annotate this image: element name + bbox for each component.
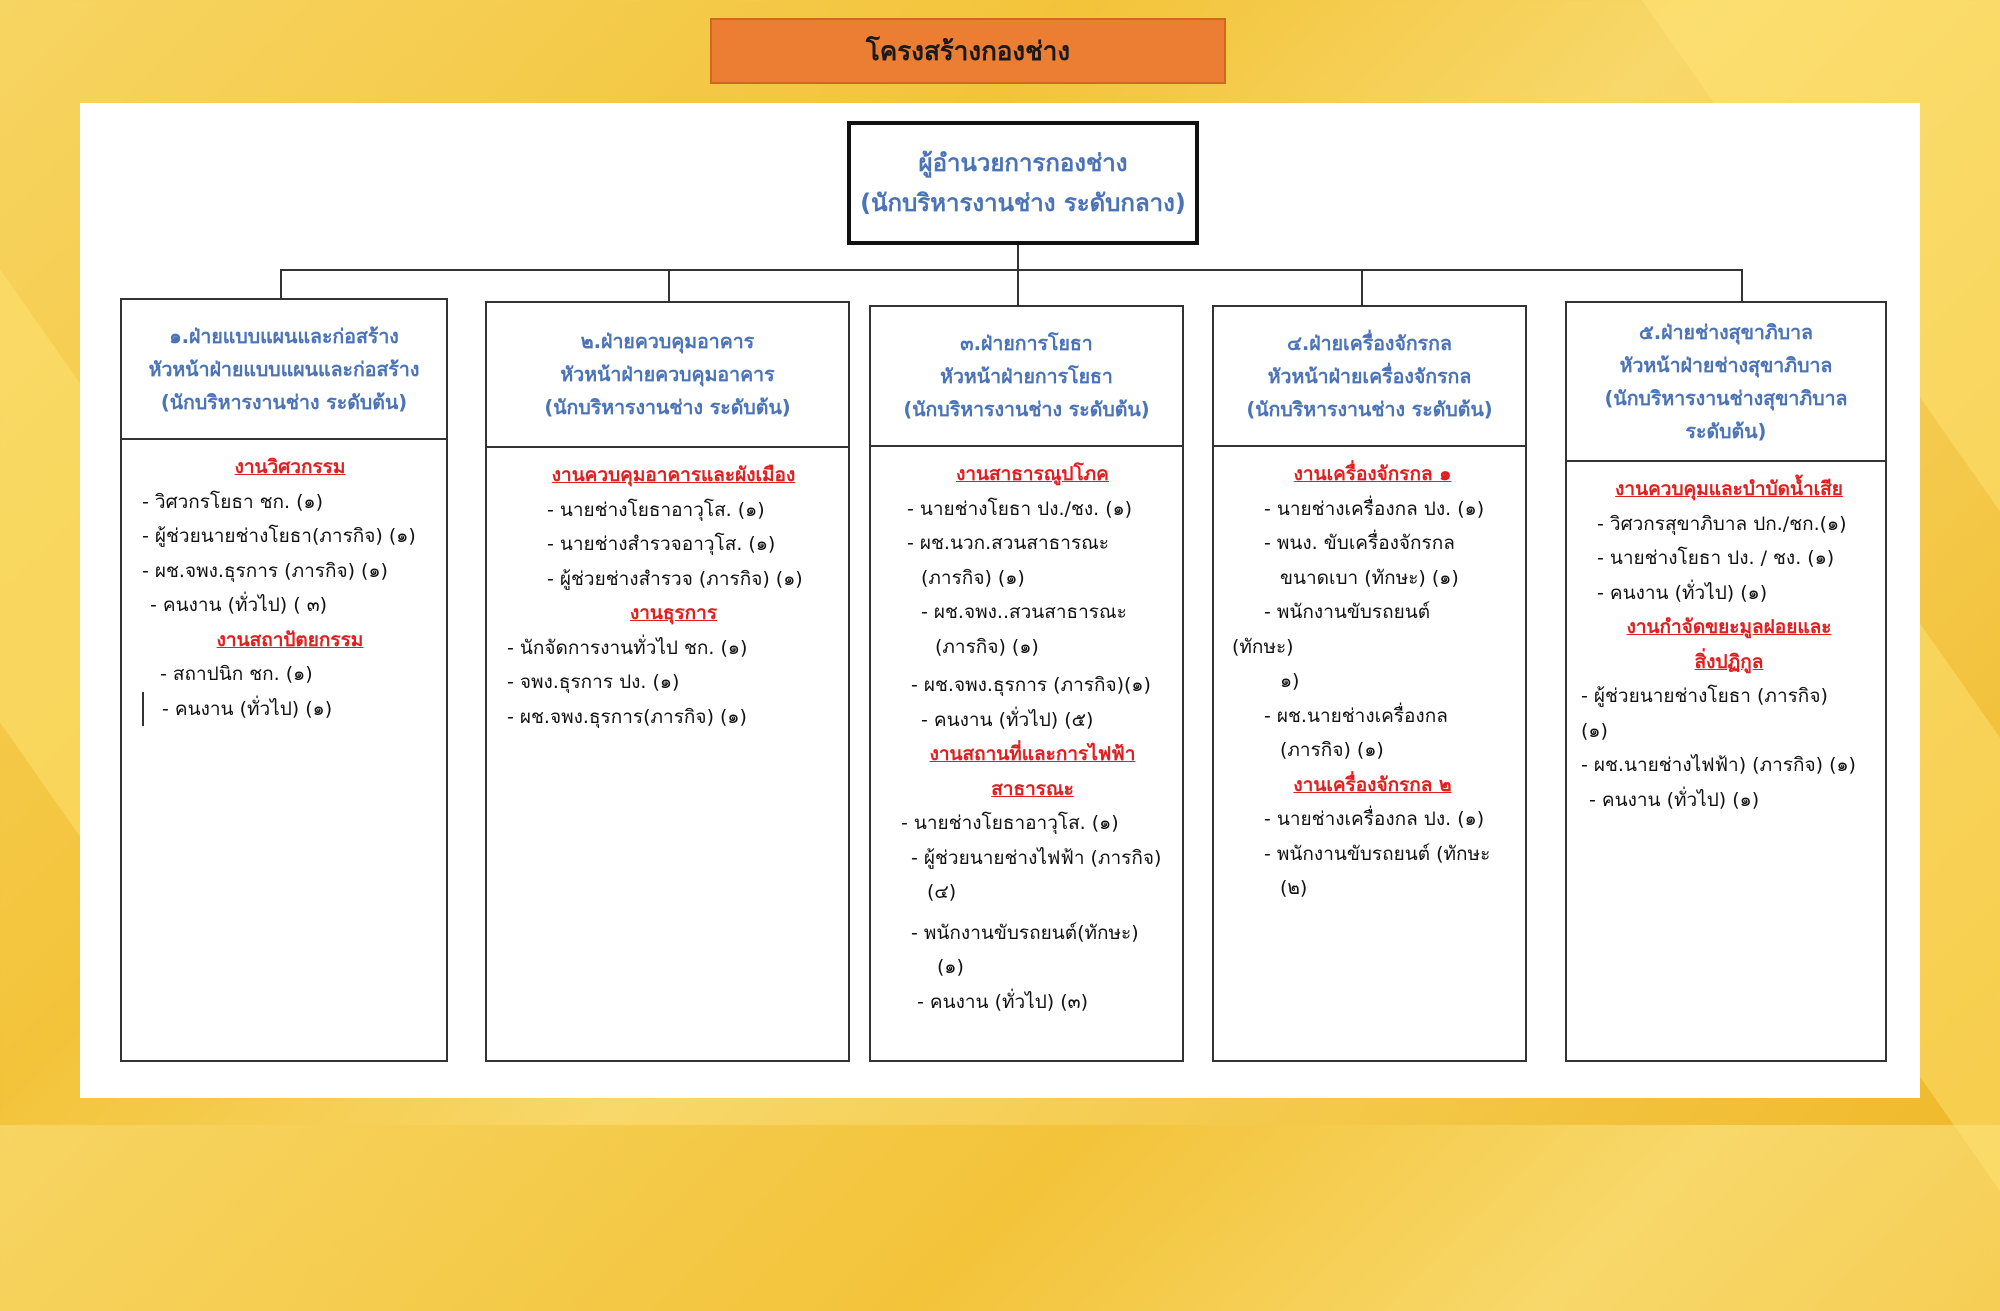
section-title: งานสาธารณูปโภค (956, 463, 1109, 485)
department-head-2: หัวหน้าฝ่ายควบคุมอาคาร (560, 363, 775, 386)
department-level-5: (นักบริหารงานช่างสุขาภิบาล ระดับต้น) (1604, 386, 1848, 443)
staff-item: - พนักงานขับรถยนต์ (ทักษะ (1264, 842, 1491, 865)
department-level-1: (นักบริหารงานช่าง ระดับต้น) (160, 390, 408, 414)
connector-dept-1 (280, 269, 282, 299)
org-chart-panel (80, 103, 1920, 1098)
staff-item: - ผช.จพง.ธุรการ (ภารกิจ) (๑) (142, 559, 388, 582)
staff-item: - นายช่างโยธาอาวุโส. (๑) (901, 812, 1119, 834)
department-body-3 (871, 447, 1182, 1019)
department-box-1 (120, 298, 448, 1062)
staff-item: - นายช่างเครื่องกล ปง. (๑) (1264, 808, 1485, 830)
staff-item: - คนงาน (ทั่วไป) (๑) (1597, 581, 1768, 604)
staff-item: - พนักงานขับรถยนต์(ทักษะ) (911, 921, 1139, 944)
section-title: งานควบคุมและบำบัดน้ำเสีย (1615, 478, 1843, 500)
staff-item: - นายช่างโยธา ปง./ชง. (๑) (907, 497, 1133, 520)
department-box-3 (869, 305, 1184, 1062)
staff-item: (๒) (1280, 877, 1308, 899)
staff-item: - ผช.จพง..สวนสาธารณะ (921, 601, 1127, 623)
staff-item: (๔) (927, 881, 957, 903)
staff-item: - ผู้ช่วยนายช่างโยธา(ภารกิจ) (๑) (142, 525, 416, 547)
staff-item: (ทักษะ) (1232, 635, 1294, 658)
staff-item: - คนงาน (ทั่วไป) (๑) (142, 692, 438, 727)
section-title: งานสถาปัตยกรรม (216, 628, 364, 651)
department-name-2: ๒.ฝ่ายควบคุมอาคาร (580, 330, 755, 353)
department-head-3: หัวหน้าฝ่ายการโยธา (940, 364, 1113, 388)
department-head-4: หัวหน้าฝ่ายเครื่องจักรกล (1267, 364, 1472, 388)
staff-item: - พนง. ขับเครื่องจักรกล (1264, 532, 1455, 554)
director-title: ผู้อำนวยการกองช่าง (918, 149, 1128, 177)
staff-item: (ภารกิจ) (๑) (1280, 739, 1384, 761)
section-title: งานควบคุมอาคารและผังเมือง (551, 464, 796, 486)
staff-item: (๑) (1581, 719, 1608, 742)
staff-item: - นายช่างโยธาอาวุโส. (๑) (547, 498, 765, 521)
department-box-2 (485, 301, 850, 1062)
staff-item: - ผช.นายช่างไฟฟ้า) (ภารกิจ) (๑) (1581, 754, 1856, 776)
section-title: งานเครื่องจักรกล ๒ (1293, 773, 1452, 796)
director-level: (นักบริหารงานช่าง ระดับกลาง) (860, 189, 1186, 217)
staff-item: - นายช่างสำรวจอาวุโส. (๑) (547, 533, 776, 555)
staff-item: - คนงาน (ทั่วไป) ( ๓) (150, 594, 328, 616)
department-box-5 (1565, 301, 1887, 1062)
staff-item: - นายช่างโยธา ปง. / ชง. (๑) (1597, 547, 1835, 569)
department-head-5: หัวหน้าฝ่ายช่างสุขาภิบาล (1619, 353, 1833, 377)
staff-item: - นักจัดการงานทั่วไป ชก. (๑) (507, 636, 748, 659)
staff-item: - คนงาน (ทั่วไป) (๓) (917, 990, 1089, 1013)
staff-item: - จพง.ธุรการ ปง. (๑) (507, 671, 680, 693)
section-title: งานธุรการ (629, 602, 718, 624)
department-level-3: (นักบริหารงานช่าง ระดับต้น) (903, 397, 1150, 421)
department-body-5 (1567, 462, 1885, 817)
staff-item: - นายช่างเครื่องกล ปง. (๑) (1264, 497, 1485, 520)
staff-item: - ผช.นวก.สวนสาธารณะ (907, 532, 1109, 554)
staff-item: - ผู้ช่วยนายช่างโยธา (ภารกิจ) (1581, 685, 1828, 707)
department-body-4 (1214, 447, 1525, 906)
staff-item: ๑) (1280, 670, 1300, 692)
connector-dept-2 (668, 269, 670, 303)
staff-item: (๑) (937, 956, 964, 978)
page-title: โครงสร้างกองช่าง (710, 18, 1226, 84)
staff-item: - ผช.จพง.ธุรการ(ภารกิจ) (๑) (507, 705, 747, 728)
director-box (847, 121, 1199, 245)
section-title: งานกำจัดขยะมูลฝอยและ สิ่งปฏิกูล (1626, 616, 1832, 673)
staff-item: (ภารกิจ) (๑) (921, 566, 1025, 589)
staff-item: (ภารกิจ) (๑) (935, 635, 1039, 658)
department-name-5: ๕.ฝ่ายช่างสุขาภิบาล (1639, 320, 1813, 344)
department-box-4 (1212, 305, 1527, 1062)
staff-item: - พนักงานขับรถยนต์ (1264, 601, 1431, 623)
department-head-1: หัวหน้าฝ่ายแบบแผนและก่อสร้าง (148, 357, 420, 381)
staff-item: - ผช.นายช่างเครื่องกล (1264, 704, 1448, 727)
department-name-4: ๔.ฝ่ายเครื่องจักรกล (1287, 331, 1452, 355)
staff-item: - วิศวกรโยธา ชก. (๑) (142, 490, 324, 513)
department-header-4 (1214, 307, 1525, 447)
department-header-3 (871, 307, 1182, 447)
staff-item: - คนงาน (ทั่วไป) (๑) (1589, 788, 1760, 811)
department-header-1 (122, 300, 446, 440)
staff-item: - ผู้ช่วยนายช่างไฟฟ้า (ภารกิจ) (911, 846, 1162, 869)
section-title: งานเครื่องจักรกล ๑ (1293, 463, 1452, 485)
connector-horizontal (280, 269, 1742, 271)
staff-item: - ผช.จพง.ธุรการ (ภารกิจ)(๑) (911, 674, 1151, 696)
department-name-3: ๓.ฝ่ายการโยธา (960, 331, 1093, 355)
department-header-5 (1567, 303, 1885, 462)
section-title: งานสถานที่และการไฟฟ้า สาธารณะ (929, 743, 1136, 800)
department-level-2: (นักบริหารงานช่าง ระดับต้น) (544, 396, 791, 419)
staff-item: - สถาปนิก ชก. (๑) (160, 663, 313, 685)
section-title: งานวิศวกรรม (234, 456, 346, 478)
department-body-1 (122, 440, 446, 726)
staff-item: ขนาดเบา (ทักษะ) (๑) (1280, 566, 1459, 589)
department-body-2 (487, 448, 848, 734)
department-level-4: (นักบริหารงานช่าง ระดับต้น) (1246, 397, 1493, 421)
connector-dept-5 (1741, 269, 1743, 303)
staff-item: - คนงาน (ทั่วไป) (๕) (921, 708, 1094, 731)
staff-item: - ผู้ช่วยช่างสำรวจ (ภารกิจ) (๑) (547, 567, 803, 590)
department-header-2 (487, 303, 848, 448)
staff-item: - วิศวกรสุขาภิบาล ปก./ชก.(๑) (1597, 512, 1847, 535)
department-name-1: ๑.ฝ่ายแบบแผนและก่อสร้าง (169, 324, 399, 348)
connector-dept-4 (1361, 269, 1363, 307)
